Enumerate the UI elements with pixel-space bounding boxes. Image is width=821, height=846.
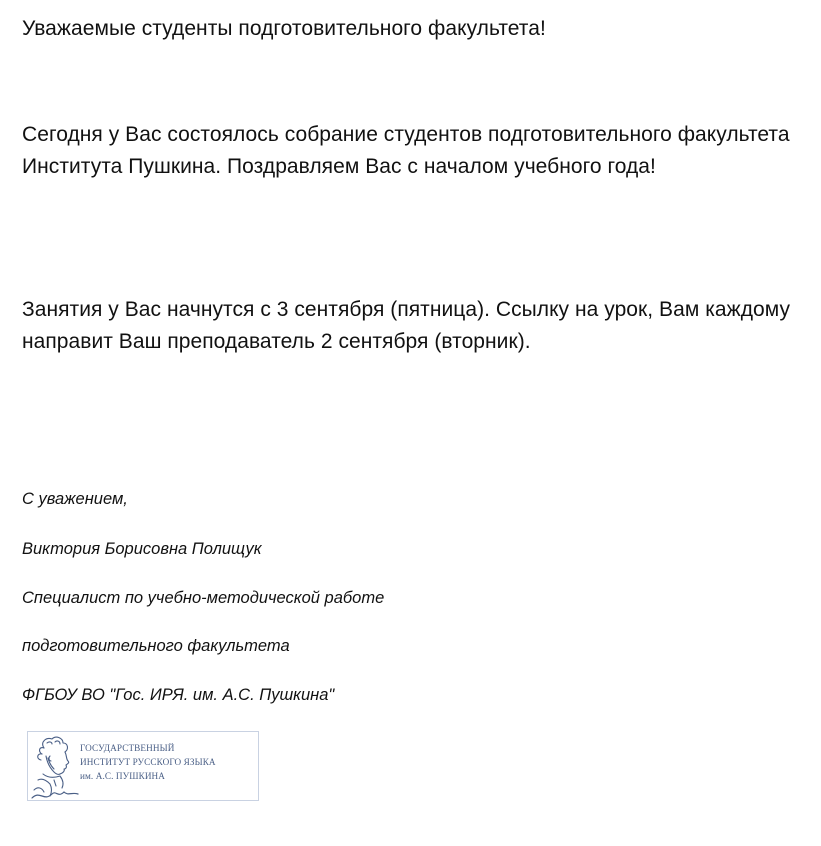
logo-line-3: им. А.С. ПУШКИНА [80,771,166,781]
signature-organization: ФГБОУ ВО "Гос. ИРЯ. им. А.С. Пушкина" [22,686,335,704]
paragraph-classes: Занятия у Вас начнутся с 3 сентября (пятница). Ссылку на урок, Вам каждому направит Ваш преподаватель 2 сентября (вторник). [22,298,791,353]
institute-logo [27,731,259,801]
logo-line-1: ГОСУДАРСТВЕННЫЙ [80,743,175,753]
pushkin-portrait-icon [30,734,80,800]
signature-position: Специалист по учебно-методической работе [22,589,385,607]
logo-line-2: ИНСТИТУТ РУССКОГО ЯЗЫКА [80,757,216,767]
signature-closing: С уважением, [22,490,128,508]
paragraph-meeting: Сегодня у Вас состоялось собрание студентов подготовительного факультета Института Пушкина. Поздравляем Вас с началом учебного года! [22,123,790,178]
signature-name: Виктория Борисовна Полищук [22,540,262,558]
logo-text [80,741,216,783]
signature-department: подготовительного факультета [22,637,290,655]
greeting-heading: Уважаемые студенты подготовительного факультета! [22,17,546,40]
